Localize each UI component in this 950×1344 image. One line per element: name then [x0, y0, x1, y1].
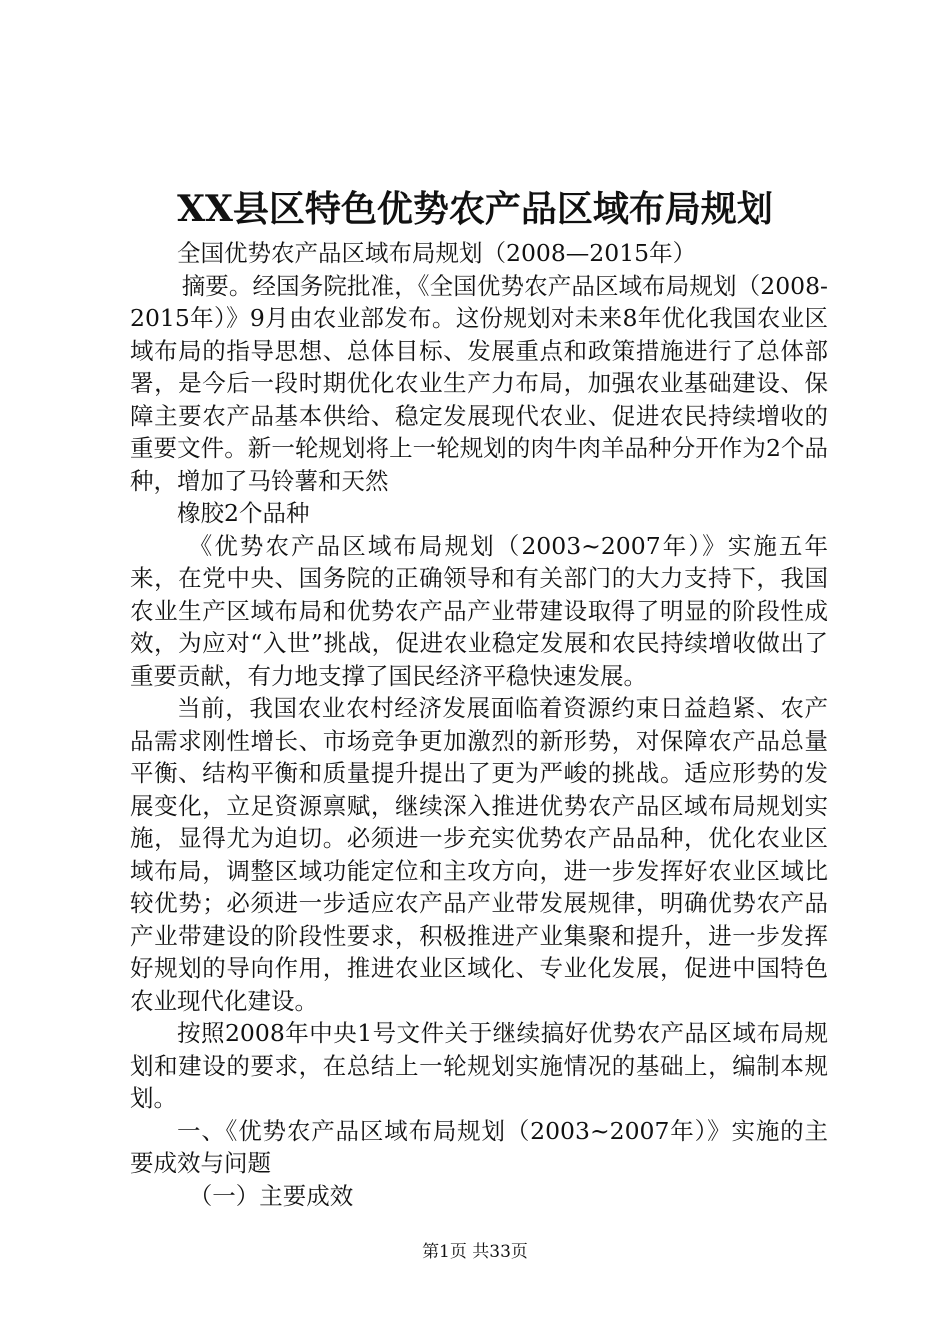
document-body — [130, 237, 828, 1212]
paragraph-current-situation: 当前，我国农业农村经济发展面临着资源约束日益趋紧、农产品需求刚性增长、市场竞争更加激烈的新形势，对保障农产品总量平衡、结构平衡和质量提升提出了更为严峻的挑战。适应形势的发展变化，立足资源禀赋，继续深入推进优势农产品区域布局规划实施，显得尤为迫切。必须进一步充实优势农产品品种，优化农业区域布局，调整区域功能定位和主攻方向，进一步发挥好农业区域比较优势；必须进一步适应农产品产业带发展规律，明确优势农产品产业带建设的阶段性要求，积极推进产业集聚和提升，进一步发挥好规划的导向作用，推进农业区域化、专业化发展，促进中国特色农业现代化建设。 — [130, 694, 828, 1015]
paragraph-abstract: 摘要。经国务院批准，《全国优势农产品区域布局规划（2008-2015年）》9月由农业部发布。这份规划对未来8年优化我国农业区域布局的指导思想、总体目标、发展重点和政策措施进行了总体部署，是今后一段时期优化农业生产力布局，加强农业基础建设、保障主要农产品基本供给、稳定发展现代农业、促进农民持续增收的重要文件。新一轮规划将上一轮规划的肉牛肉羊品种分开作为2个品种，增加了马铃薯和天然 — [130, 271, 828, 495]
paragraph-subtitle: 全国优势农产品区域布局规划（2008—2015年） — [177, 239, 697, 267]
subsection-heading-1: （一）主要成效 — [188, 1181, 354, 1210]
page-number-footer: 第1页 共33页 — [422, 1242, 528, 1262]
paragraph-achievements: 《优势农产品区域布局规划（2003~2007年）》实施五年来，在党中央、国务院的正确领导和有关部门的大力支持下，我国农业生产区域布局和优势农产品产业带建设取得了明显的阶段性成效，为应对“入世”挑战，促进农业稳定发展和农民持续增收做出了重要贡献，有力地支撑了国民经济平稳快速发展。 — [130, 531, 828, 690]
section-heading-1: 一、《优势农产品区域布局规划（2003~2007年）》实施的主要成效与问题 — [130, 1116, 828, 1177]
paragraph-basis: 按照2008年中央1号文件关于继续搞好优势农产品区域布局规划和建设的要求，在总结上一轮规划实施情况的基础上，编制本规划。 — [130, 1019, 828, 1112]
paragraph-abstract-continued: 橡胶2个品种 — [177, 499, 310, 527]
document-title: XX县区特色优势农产品区域布局规划 — [177, 188, 773, 230]
